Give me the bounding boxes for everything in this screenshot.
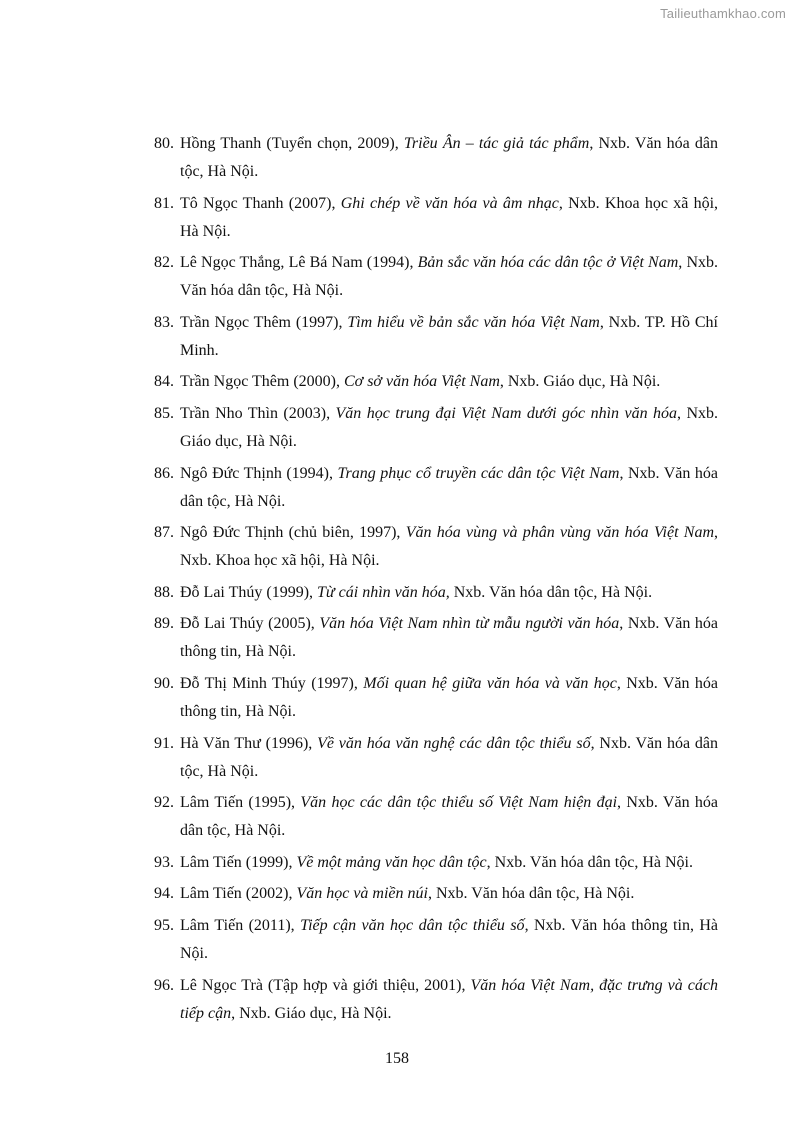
reference-item — [154, 789, 718, 845]
reference-title: Bản sắc văn hóa các dân tộc ở Việt Nam — [417, 254, 679, 272]
reference-author: Lâm Tiến (1995), — [180, 794, 301, 812]
reference-number: 90. — [154, 674, 174, 692]
reference-author: Lê Ngọc Thắng, Lê Bá Nam (1994), — [180, 254, 418, 272]
reference-title: Cơ sở văn hóa Việt Nam — [343, 373, 500, 391]
reference-item — [154, 368, 718, 396]
reference-author: Đỗ Lai Thúy (1999), — [180, 583, 318, 601]
reference-author: Trần Nho Thìn (2003), — [180, 404, 336, 422]
reference-title: Tìm hiểu về bản sắc văn hóa Việt Nam — [347, 313, 600, 331]
reference-number: 89. — [154, 615, 174, 633]
reference-publisher: , Nxb. Giáo dục, Hà Nội. — [231, 1004, 392, 1022]
reference-title: Tiếp cận văn học dân tộc thiểu số — [300, 916, 525, 934]
reference-publisher: , Nxb. Giáo dục, Hà Nội. — [180, 404, 719, 450]
reference-number: 95. — [154, 916, 174, 934]
reference-author: Trần Ngọc Thêm (2000), — [180, 373, 344, 391]
reference-publisher: , Nxb. Văn hóa dân tộc, Hà Nội. — [180, 794, 718, 840]
reference-author: Lê Ngọc Trà (Tập hợp và giới thiệu, 2001), — [180, 976, 471, 994]
reference-title: Văn học và miền núi — [296, 885, 428, 903]
reference-number: 85. — [154, 404, 174, 422]
reference-item — [154, 730, 718, 786]
reference-title: Văn học trung đại Việt Nam dưới góc nhìn văn hóa — [335, 404, 678, 422]
reference-item — [154, 670, 718, 726]
reference-title: Văn học các dân tộc thiểu số Việt Nam hiện đại — [300, 794, 618, 812]
reference-publisher: , Nxb. Khoa học xã hội, Hà Nội. — [180, 524, 719, 570]
reference-number: 81. — [154, 194, 174, 212]
reference-item — [154, 610, 718, 666]
reference-author: Lâm Tiến (1999), — [180, 853, 297, 871]
watermark: Tailieuthamkhao.com — [660, 6, 786, 21]
reference-title: Văn hóa Việt Nam, đặc trưng và cách tiếp cận — [180, 976, 718, 1022]
reference-publisher: , Nxb. Văn hóa dân tộc, Hà Nội. — [486, 853, 693, 871]
reference-list — [154, 130, 718, 1031]
reference-number: 88. — [154, 583, 174, 601]
reference-publisher: , Nxb. Giáo dục, Hà Nội. — [499, 373, 661, 391]
reference-item — [154, 912, 718, 968]
reference-item — [154, 190, 718, 246]
reference-title: Văn hóa Việt Nam nhìn từ mẫu người văn hóa — [319, 615, 620, 633]
reference-number: 87. — [154, 524, 174, 542]
reference-author: Đỗ Thị Minh Thúy (1997), — [180, 674, 364, 692]
reference-publisher: , Nxb. Văn hóa thông tin, Hà Nội. — [180, 674, 719, 720]
reference-number: 96. — [154, 976, 174, 994]
reference-number: 86. — [154, 464, 174, 482]
reference-number: 80. — [154, 135, 174, 152]
reference-title: Văn hóa vùng và phân vùng văn hóa Việt Nam — [405, 524, 715, 542]
reference-number: 84. — [154, 373, 174, 391]
page-number: 158 — [385, 1050, 409, 1067]
reference-author: Hồng Thanh (Tuyển chọn, 2009), — [180, 135, 404, 152]
reference-author: Ngô Đức Thịnh (1994), — [180, 464, 338, 482]
reference-author: Lâm Tiến (2011), — [180, 916, 301, 934]
reference-item — [154, 849, 718, 877]
reference-number: 83. — [154, 313, 174, 331]
reference-item — [154, 249, 718, 305]
reference-title: Về văn hóa văn nghệ các dân tộc thiểu số — [317, 734, 591, 752]
reference-item — [154, 130, 718, 186]
reference-item — [154, 460, 718, 516]
reference-title: Trang phục cổ truyền các dân tộc Việt Nam — [337, 464, 620, 482]
reference-number: 94. — [154, 885, 174, 903]
reference-number: 91. — [154, 734, 174, 752]
reference-publisher: , Nxb. Văn hóa dân tộc, Hà Nội. — [180, 254, 719, 300]
reference-publisher: , Nxb. Văn hóa dân tộc, Hà Nội. — [180, 464, 719, 510]
reference-number: 82. — [154, 254, 174, 272]
reference-author: Ngô Đức Thịnh (chủ biên, 1997), — [180, 524, 406, 542]
reference-item — [154, 880, 718, 908]
reference-author: Đỗ Lai Thúy (2005), — [180, 615, 320, 633]
reference-publisher: , Nxb. Văn hóa dân tộc, Hà Nội. — [180, 734, 718, 780]
reference-publisher: , Nxb. Văn hóa dân tộc, Hà Nội. — [180, 135, 719, 180]
reference-item — [154, 579, 718, 607]
reference-publisher: Nxb. Văn hóa dân tộc, Hà Nội. — [449, 583, 653, 601]
reference-title: Triều Ân – tác giả tác phẩm — [403, 135, 590, 152]
reference-title: Mối quan hệ giữa văn hóa và văn học — [363, 674, 617, 692]
reference-author: Trần Ngọc Thêm (1997), — [180, 313, 348, 331]
reference-publisher: , Nxb. Văn hóa thông tin, Hà Nội. — [180, 615, 719, 661]
reference-publisher: , Nxb. Văn hóa thông tin, Hà Nội. — [180, 916, 719, 962]
reference-item — [154, 519, 718, 575]
reference-publisher: , Nxb. Khoa học xã hội, Hà Nội. — [180, 194, 719, 240]
reference-title: Từ cái nhìn văn hóa, — [317, 583, 450, 601]
reference-title: Ghi chép về văn hóa và âm nhạc — [340, 194, 559, 212]
reference-number: 93. — [154, 853, 174, 871]
reference-number: 92. — [154, 794, 174, 812]
reference-author: Tô Ngọc Thanh (2007), — [180, 194, 341, 212]
reference-author: Hà Văn Thư (1996), — [180, 734, 318, 752]
reference-item — [154, 309, 718, 365]
reference-item — [154, 972, 718, 1028]
reference-item — [154, 400, 718, 456]
reference-publisher: , Nxb. TP. Hồ Chí Minh. — [180, 313, 718, 359]
reference-title: Về một mảng văn học dân tộc — [296, 853, 487, 871]
reference-publisher: , Nxb. Văn hóa dân tộc, Hà Nội. — [427, 885, 635, 903]
reference-author: Lâm Tiến (2002), — [180, 885, 297, 903]
